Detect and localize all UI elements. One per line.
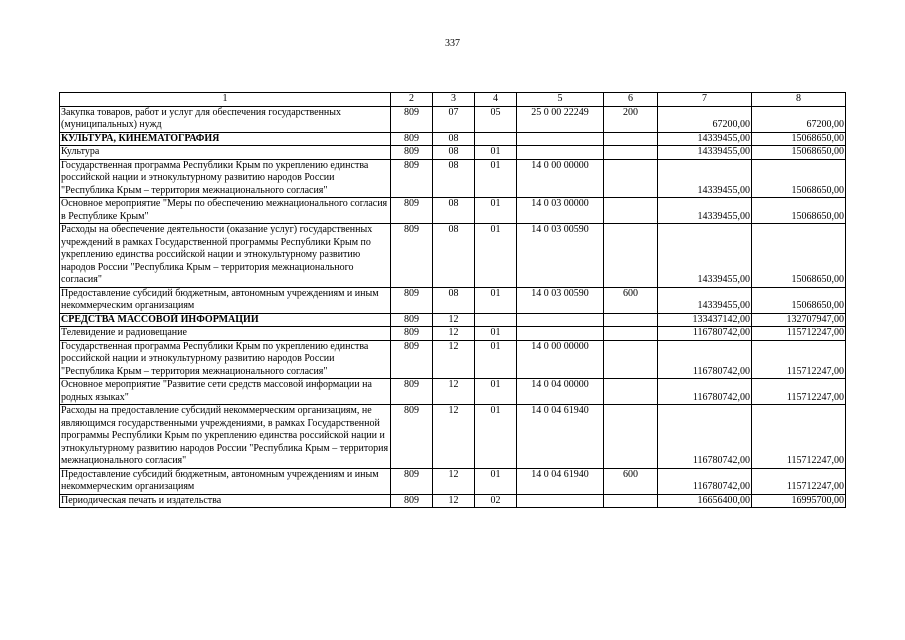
cell-expense-type	[604, 224, 658, 288]
table-row	[60, 287, 846, 313]
column-header-row	[60, 93, 846, 107]
cell-subsection: 02	[475, 494, 517, 508]
budget-table	[59, 92, 846, 508]
cell-amount-year1: 14339455,00	[658, 132, 752, 146]
cell-target-article: 14 0 04 00000	[517, 379, 604, 405]
cell-amount-year2: 15068650,00	[752, 159, 846, 198]
cell-section: 12	[433, 405, 475, 469]
row-name: Расходы на предоставление субсидий некоммерческим организациям, не являющимся государственными учреждениями, в рамках Государственной программы Республики Крым по укреплению единства российской нации и этнокультурному развитию народов России "Республика Крым – территория межнационального согласия"	[60, 405, 391, 469]
cell-target-article	[517, 327, 604, 341]
table-row	[60, 494, 846, 508]
cell-subsection: 01	[475, 159, 517, 198]
cell-admin-code: 809	[391, 224, 433, 288]
cell-amount-year1: 14339455,00	[658, 224, 752, 288]
cell-admin-code: 809	[391, 379, 433, 405]
cell-admin-code: 809	[391, 313, 433, 327]
cell-expense-type	[604, 327, 658, 341]
cell-admin-code: 809	[391, 132, 433, 146]
cell-target-article: 25 0 00 22249	[517, 106, 604, 132]
cell-amount-year1: 16656400,00	[658, 494, 752, 508]
cell-target-article: 14 0 03 00000	[517, 198, 604, 224]
cell-target-article	[517, 494, 604, 508]
column-header: 8	[752, 93, 846, 107]
table-row	[60, 224, 846, 288]
column-header: 6	[604, 93, 658, 107]
cell-subsection	[475, 132, 517, 146]
cell-target-article: 14 0 04 61940	[517, 468, 604, 494]
cell-expense-type	[604, 198, 658, 224]
column-header: 2	[391, 93, 433, 107]
cell-subsection: 01	[475, 224, 517, 288]
cell-subsection: 05	[475, 106, 517, 132]
cell-amount-year1: 14339455,00	[658, 198, 752, 224]
table-row	[60, 379, 846, 405]
cell-amount-year1: 116780742,00	[658, 468, 752, 494]
row-name: Предоставление субсидий бюджетным, автономным учреждениям и иным некоммерческим организациям	[60, 287, 391, 313]
cell-amount-year2: 15068650,00	[752, 132, 846, 146]
cell-amount-year2: 15068650,00	[752, 146, 846, 160]
cell-admin-code: 809	[391, 327, 433, 341]
cell-section: 08	[433, 146, 475, 160]
table-row	[60, 327, 846, 341]
cell-admin-code: 809	[391, 159, 433, 198]
column-header: 1	[60, 93, 391, 107]
table-row	[60, 313, 846, 327]
page-number: 337	[445, 38, 460, 49]
cell-amount-year2: 67200,00	[752, 106, 846, 132]
row-name: КУЛЬТУРА, КИНЕМАТОГРАФИЯ	[60, 132, 391, 146]
row-name: Телевидение и радиовещание	[60, 327, 391, 341]
cell-section: 07	[433, 106, 475, 132]
cell-subsection: 01	[475, 405, 517, 469]
cell-expense-type	[604, 146, 658, 160]
cell-expense-type	[604, 494, 658, 508]
row-name: Расходы на обеспечение деятельности (оказание услуг) государственных учреждений в рамках Государственной программы Республики Крым по укреплению единства российской нации и этнокультурному развитию народов России "Республика Крым – территория межнационального согласия"	[60, 224, 391, 288]
cell-amount-year2: 15068650,00	[752, 198, 846, 224]
cell-target-article: 14 0 03 00590	[517, 287, 604, 313]
cell-admin-code: 809	[391, 287, 433, 313]
cell-section: 12	[433, 494, 475, 508]
cell-section: 12	[433, 468, 475, 494]
cell-section: 08	[433, 287, 475, 313]
row-name: Основное мероприятие "Развитие сети средств массовой информации на родных языках"	[60, 379, 391, 405]
cell-admin-code: 809	[391, 468, 433, 494]
cell-amount-year1: 133437142,00	[658, 313, 752, 327]
cell-target-article: 14 0 03 00590	[517, 224, 604, 288]
cell-admin-code: 809	[391, 340, 433, 379]
cell-amount-year2: 115712247,00	[752, 468, 846, 494]
cell-section: 08	[433, 224, 475, 288]
cell-target-article: 14 0 00 00000	[517, 159, 604, 198]
cell-amount-year2: 15068650,00	[752, 287, 846, 313]
row-name: Государственная программа Республики Крым по укреплению единства российской нации и этнокультурному развитию народов России "Республика Крым – территория межнационального согласия"	[60, 159, 391, 198]
cell-amount-year1: 67200,00	[658, 106, 752, 132]
row-name: Закупка товаров, работ и услуг для обеспечения государственных (муниципальных) нужд	[60, 106, 391, 132]
row-name: Культура	[60, 146, 391, 160]
table-row	[60, 340, 846, 379]
column-header: 3	[433, 93, 475, 107]
table-row	[60, 159, 846, 198]
column-header: 5	[517, 93, 604, 107]
cell-admin-code: 809	[391, 198, 433, 224]
cell-amount-year2: 132707947,00	[752, 313, 846, 327]
cell-subsection: 01	[475, 287, 517, 313]
cell-target-article	[517, 146, 604, 160]
table-row	[60, 146, 846, 160]
cell-amount-year1: 116780742,00	[658, 405, 752, 469]
cell-expense-type: 600	[604, 468, 658, 494]
cell-amount-year2: 115712247,00	[752, 405, 846, 469]
cell-admin-code: 809	[391, 146, 433, 160]
table-row	[60, 132, 846, 146]
cell-subsection: 01	[475, 379, 517, 405]
cell-amount-year1: 116780742,00	[658, 340, 752, 379]
row-name: СРЕДСТВА МАССОВОЙ ИНФОРМАЦИИ	[60, 313, 391, 327]
cell-target-article	[517, 132, 604, 146]
cell-expense-type	[604, 405, 658, 469]
cell-admin-code: 809	[391, 494, 433, 508]
table-row	[60, 468, 846, 494]
cell-expense-type	[604, 340, 658, 379]
cell-expense-type: 600	[604, 287, 658, 313]
cell-expense-type: 200	[604, 106, 658, 132]
row-name: Периодическая печать и издательства	[60, 494, 391, 508]
cell-target-article	[517, 313, 604, 327]
row-name: Предоставление субсидий бюджетным, автономным учреждениям и иным некоммерческим организациям	[60, 468, 391, 494]
cell-target-article: 14 0 00 00000	[517, 340, 604, 379]
cell-expense-type	[604, 379, 658, 405]
table-row	[60, 405, 846, 469]
cell-amount-year2: 16995700,00	[752, 494, 846, 508]
cell-target-article: 14 0 04 61940	[517, 405, 604, 469]
cell-amount-year1: 116780742,00	[658, 379, 752, 405]
cell-subsection: 01	[475, 340, 517, 379]
cell-amount-year1: 14339455,00	[658, 146, 752, 160]
cell-expense-type	[604, 159, 658, 198]
column-header: 4	[475, 93, 517, 107]
row-name: Основное мероприятие "Меры по обеспечению межнационального согласия в Республике Крым"	[60, 198, 391, 224]
table-row	[60, 106, 846, 132]
cell-expense-type	[604, 132, 658, 146]
cell-amount-year2: 15068650,00	[752, 224, 846, 288]
cell-subsection: 01	[475, 468, 517, 494]
cell-section: 08	[433, 198, 475, 224]
cell-section: 12	[433, 340, 475, 379]
cell-amount-year1: 14339455,00	[658, 287, 752, 313]
cell-amount-year1: 14339455,00	[658, 159, 752, 198]
cell-amount-year2: 115712247,00	[752, 327, 846, 341]
cell-section: 12	[433, 327, 475, 341]
column-header: 7	[658, 93, 752, 107]
cell-subsection	[475, 313, 517, 327]
row-name: Государственная программа Республики Крым по укреплению единства российской нации и этнокультурному развитию народов России "Республика Крым – территория межнационального согласия"	[60, 340, 391, 379]
cell-section: 12	[433, 379, 475, 405]
cell-amount-year2: 115712247,00	[752, 340, 846, 379]
cell-amount-year2: 115712247,00	[752, 379, 846, 405]
cell-section: 12	[433, 313, 475, 327]
cell-section: 08	[433, 159, 475, 198]
cell-subsection: 01	[475, 327, 517, 341]
cell-section: 08	[433, 132, 475, 146]
table-row	[60, 198, 846, 224]
cell-admin-code: 809	[391, 106, 433, 132]
cell-amount-year1: 116780742,00	[658, 327, 752, 341]
cell-expense-type	[604, 313, 658, 327]
cell-admin-code: 809	[391, 405, 433, 469]
cell-subsection: 01	[475, 146, 517, 160]
cell-subsection: 01	[475, 198, 517, 224]
